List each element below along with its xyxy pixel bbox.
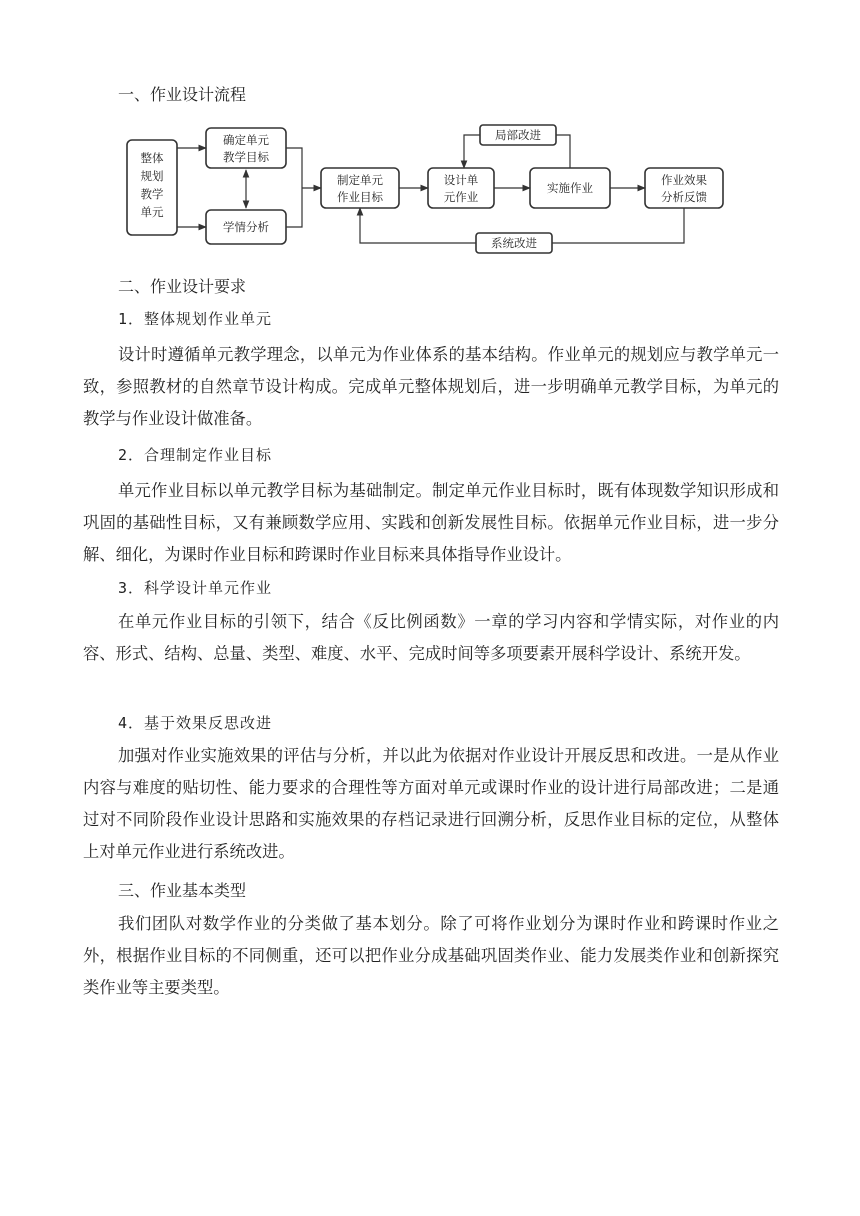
item-1-title: 1．整体规划作业单元: [118, 310, 273, 328]
edge-local-improve-loop-left: [464, 135, 480, 168]
node-learner-line-1: 学情分析: [223, 220, 269, 234]
node-system-label: 系统改进: [491, 236, 537, 250]
section-3-heading: 三、作业基本类型: [118, 881, 247, 900]
section-3-paragraph: 我们团队对数学作业的分类做了基本划分。除了可将作业划分为课时作业和跨课时作业之外，根据作业目标的不同侧重，还可以把作业分成基础巩固类作业、能力发展类作业和创新探究类作业等主要类型。: [83, 914, 779, 997]
node-implement-line-1: 实施作业: [547, 181, 593, 195]
item-3-paragraph: 在单元作业目标的引领下，结合《反比例函数》一章的学习内容和学情实际，对作业的内容、形式、结构、总量、类型、难度、水平、完成时间等多项要素开展科学设计、系统开发。: [83, 612, 779, 663]
node-design-line-2: 元作业: [443, 190, 479, 204]
section-1-heading: 一、作业设计流程: [118, 85, 247, 104]
node-unit-goal-line-2: 教学目标: [223, 150, 269, 164]
node-plan-line-2: 规划: [140, 169, 164, 183]
node-design-line-1: 设计单: [443, 173, 479, 187]
node-plan-line-4: 单元: [140, 205, 164, 219]
node-analysis-line-1: 作业效果: [661, 173, 707, 187]
node-local-label: 局部改进: [495, 128, 541, 142]
item-1-paragraph: 设计时遵循单元教学理念，以单元为作业体系的基本结构。作业单元的规划应与教学单元一致，参照教材的自然章节设计构成。完成单元整体规划后，进一步明确单元教学目标，为单元的教学与作业设计做准备。: [83, 345, 779, 428]
node-plan-line-3: 教学: [140, 187, 164, 201]
node-unit-goal-line-1: 确定单元: [223, 133, 269, 147]
workflow-diagram: [118, 118, 738, 258]
node-hw-goal-line-2: 作业目标: [337, 190, 383, 204]
edge-local-improve-loop-right: [556, 135, 570, 168]
node-hw-goal-line-1: 制定单元: [337, 173, 383, 187]
item-2-paragraph: 单元作业目标以单元教学目标为基础制定。制定单元作业目标时，既有体现数学知识形成和巩固的基础性目标，又有兼顾数学应用、实践和创新发展性目标。依据单元作业目标，进一步分解、细化，为课时作业目标和跨课时作业目标来具体指导作业设计。: [83, 481, 779, 564]
node-plan-line-1: 整体: [140, 151, 164, 165]
node-analysis-line-2: 分析反馈: [661, 190, 707, 204]
edge-system-improve-loop-right: [552, 208, 684, 243]
item-4-paragraph: 加强对作业实施效果的评估与分析，并以此为依据对作业设计开展反思和改进。一是从作业内容与难度的贴切性、能力要求的合理性等方面对单元或课时作业的设计进行局部改进；二是通过对不同阶段作业设计思路和实施效果的存档记录进行回溯分析，反思作业目标的定位，从整体上对单元作业进行系统改进。: [83, 746, 779, 861]
edge-system-improve-loop-left: [360, 208, 476, 243]
item-3-title: 3．科学设计单元作业: [118, 579, 273, 597]
edge-merge-bracket: [286, 148, 302, 227]
section-2-heading: 二、作业设计要求: [118, 277, 247, 296]
item-4-title: 4．基于效果反思改进: [118, 714, 273, 732]
item-2-title: 2．合理制定作业目标: [118, 446, 273, 464]
